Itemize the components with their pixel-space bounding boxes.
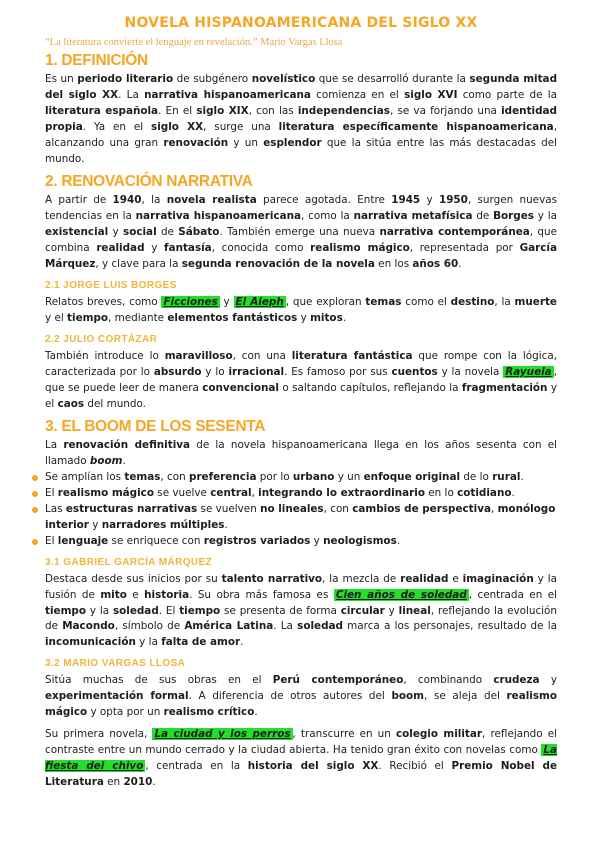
work-title-highlight: El Aleph xyxy=(235,295,284,308)
list-item: Las estructuras narrativas se vuelven no lineales, con cambios de perspectiva, monólogo interior y narradores múltiples. xyxy=(45,502,557,534)
work-title-highlight: Ficciones xyxy=(163,295,218,308)
paragraph-boom: La renovación definitiva de la novela hispanoamericana llega en los años sesenta con el llamado boom. xyxy=(45,439,557,468)
paragraph-borges: Relatos breves, como Ficciones y El Aleph , que exploran temas como el destino, la muerte y el tiempo, mediante elementos fantásticos y mitos. xyxy=(45,295,557,324)
paragraph-cortazar: También introduce lo maravilloso, con una literatura fantástica que rompe con la lógica, caracterizada por lo absurdo y lo irracional. Es famoso por sus cuentos y la novela Rayuela , que se puede leer de manera convencional o saltando capítulos, reflejando la fragmentación y el caos del mundo. xyxy=(45,349,558,410)
work-title-highlight: Cien años de soledad xyxy=(335,588,467,601)
bullet-icon xyxy=(32,539,38,545)
subsection-heading-garcia-marquez: 3.1 GABRIEL GARCÍA MÁRQUEZ xyxy=(45,556,213,568)
bullet-icon xyxy=(32,507,38,513)
list-item: Se amplían los temas, con preferencia por lo urbano y un enfoque original de lo rural. xyxy=(45,470,557,486)
list-item: El realismo mágico se vuelve central, integrando lo extraordinario en lo cotidiano. xyxy=(45,486,557,502)
section-heading-renovacion: 2. RENOVACIÓN NARRATIVA xyxy=(45,173,253,191)
subsection-heading-cortazar: 2.2 JULIO CORTÁZAR xyxy=(45,333,158,345)
paragraph-garcia-marquez: Destaca desde sus inicios por su talento narrativo, la mezcla de realidad e imaginación y la fusión de mito e historia. Su obra más famosa es Cien años de soledad , centrada en el tiempo y la soledad. El tiempo se presenta de forma circular y lineal, reflejando la evolución de Macondo, símbolo de América Latina. La soledad marca a los personajes, resultado de la incomunicación y la falta de amor. xyxy=(45,572,558,649)
subsection-heading-borges: 2.1 JORGE LUIS BORGES xyxy=(45,279,177,291)
work-title-highlight: La fiesta del chivo xyxy=(45,743,557,772)
list-item: El lenguaje se enriquece con registros variados y neologismos. xyxy=(45,534,557,550)
section-heading-definicion: 1. DEFINICIÓN xyxy=(45,52,148,69)
paragraph-definicion: Es un periodo literario de subgénero novelístico que se desarrolló durante la segunda mitad del siglo XX. La narrativa hispanoamericana comienza en el siglo XVI como parte de la literatura española. En el siglo XIX, con las independencias, se va forjando una identidad propia. Ya en el siglo XX, surge una literatura específicamente hispanoamericana, alcanzando una gran renovación y un esplendor que la sitúa entre las más destacadas del mundo. xyxy=(45,73,558,165)
work-title-highlight: La ciudad y los perros xyxy=(154,728,291,740)
boom-features-list xyxy=(45,470,557,550)
paragraph-vargas-llosa-2: Su primera novela, La ciudad y los perros , transcurre en un colegio militar, reflejando el contraste entre un mundo cerrado y la ciudad abierta. Ha tenido gran éxito con novelas como La fiesta del chivo , centrada en la historia del siglo XX. Recibió el Premio Nobel de Literatura en 2010. xyxy=(45,728,558,788)
paragraph-renovacion: A partir de 1940, la novela realista parece agotada. Entre 1945 y 1950, surgen nuevas tendencias en la narrativa hispanoamericana, como la narrativa metafísica de Borges y la existencial y social de Sábato. También emerge una nueva narrativa contemporánea, que combina realidad y fantasía, conocida como realismo mágico, representada por García Márquez, y clave para la segunda renovación de la novela en los años 60. xyxy=(45,194,557,271)
section-heading-boom: 3. EL BOOM DE LOS SESENTA xyxy=(45,418,266,436)
paragraph-vargas-llosa-1: Sitúa muchas de sus obras en el Perú contemporáneo, combinando crudeza y experimentación formal. A diferencia de otros autores del boom, se aleja del realismo mágico y opta por un realismo crítico. xyxy=(45,674,557,719)
work-title-highlight: Rayuela xyxy=(505,365,552,378)
page-title: NOVELA HISPANOAMERICANA DEL SIGLO XX xyxy=(124,15,478,31)
bullet-icon xyxy=(32,491,38,497)
epigraph-quote: “La literatura convierte el lenguaje en revelación.” Mario Vargas Llosa xyxy=(45,37,343,48)
subsection-heading-vargas-llosa: 3.2 MARIO VARGAS LLOSA xyxy=(45,658,186,670)
bullet-icon xyxy=(32,475,38,481)
document-page xyxy=(45,12,557,791)
